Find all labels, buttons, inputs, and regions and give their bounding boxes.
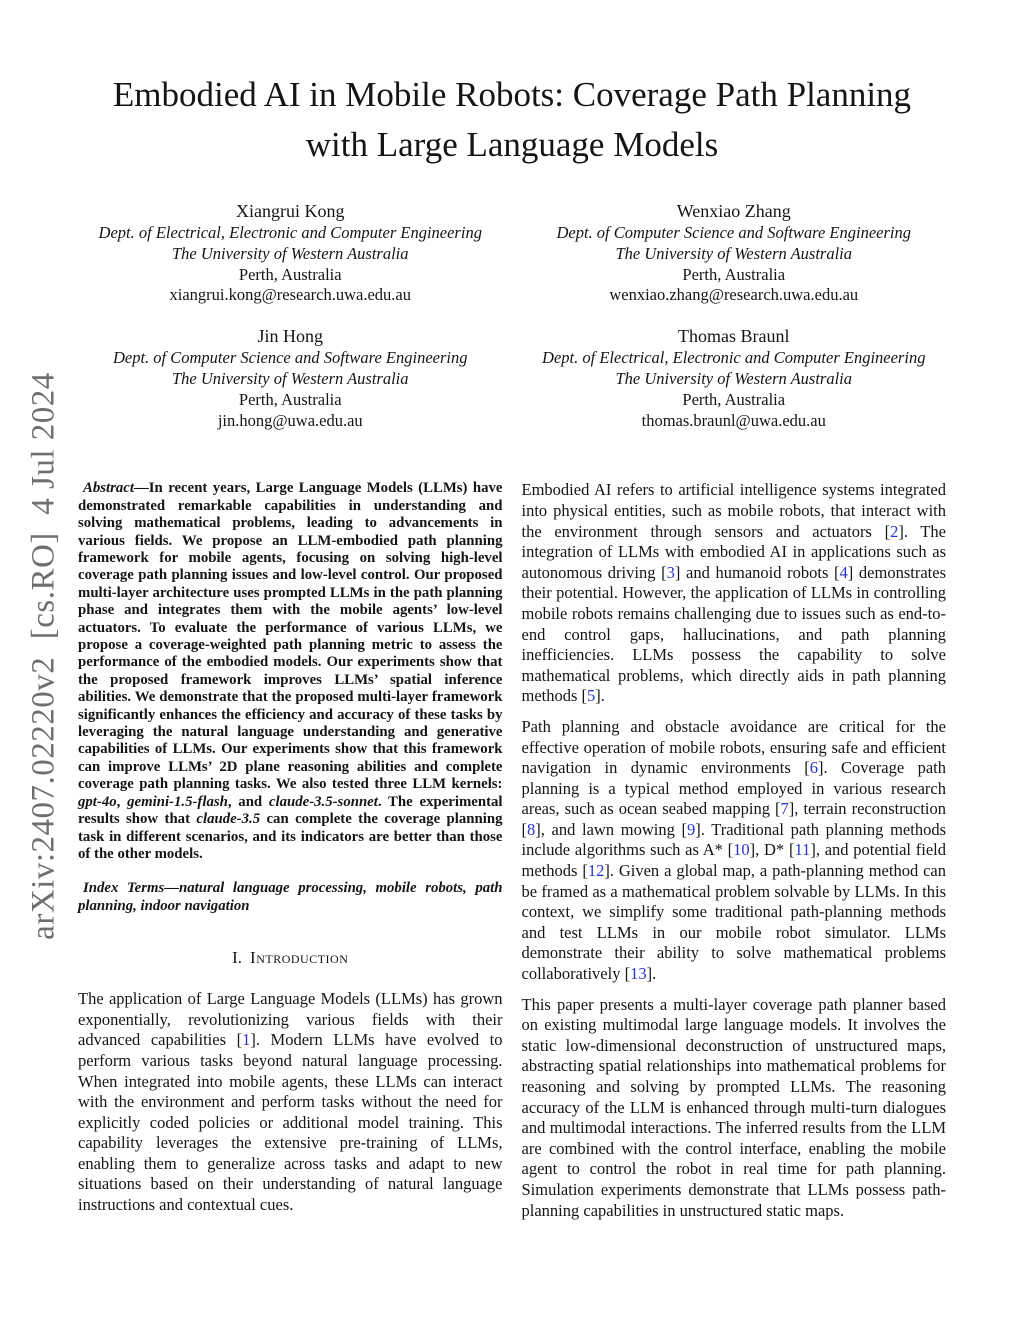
emphasized-text: gemini-1.5-flash	[127, 793, 228, 810]
emphasized-text: claude-3.5	[196, 811, 261, 828]
author-name: Wenxiao Zhang	[676, 201, 791, 221]
author-name: Thomas Braunl	[678, 326, 790, 347]
index-terms	[78, 880, 503, 915]
emphasized-text: claude-3.5-sonnet	[268, 793, 378, 810]
author-department: Dept. of Computer Science and Software Engineering	[556, 223, 912, 242]
author-name: Jin Hong	[257, 326, 323, 347]
index-terms-text: —natural language processing, mobile robots, path planning, indoor navigation	[78, 880, 503, 914]
author-block	[522, 200, 947, 306]
citation-link[interactable]: 11	[794, 840, 811, 860]
authors-grid	[78, 200, 946, 431]
citation-link[interactable]: 2	[890, 521, 899, 541]
paper-title: Embodied AI in Mobile Robots: Coverage Path Planning with Large Language Models	[112, 75, 912, 164]
citation-link[interactable]: 6	[809, 758, 818, 778]
citation-link[interactable]: 3	[666, 562, 675, 582]
author-email: jin.hong@uwa.edu.au	[217, 410, 363, 430]
arxiv-watermark: arXiv:2407.02220v2 [cs.RO] 4 Jul 2024	[25, 372, 62, 940]
intro-paragraph-2: Embodied AI refers to artificial intelligence systems integrated into physical entities, such as mobile robots, that interact with the environment through sensors and actuators [2]. The integration of LLMs with embodied AI in applications such as autonomous driving [3] and humanoid robots [4] demonstrates their potential. However, the application of LLMs in controlling mobile robots remains challenging due to issues such as end-to-end control gaps, hallucinations, and path planning inefficiencies. LLMs possess the capability to solve mathematical problems, which directly aids in path planning methods [5].	[521, 480, 946, 706]
author-city: Perth, Australia	[238, 389, 342, 409]
citation-link[interactable]: 9	[687, 819, 696, 839]
author-email: wenxiao.zhang@research.uwa.edu.au	[609, 285, 859, 305]
citation-link[interactable]: 8	[527, 819, 536, 839]
author-block	[78, 325, 503, 431]
section-number: I.	[232, 948, 243, 968]
author-email: thomas.braunl@uwa.edu.au	[641, 410, 826, 430]
author-city: Perth, Australia	[238, 264, 342, 284]
abstract	[78, 480, 503, 863]
author-city: Perth, Australia	[682, 389, 786, 409]
citation-link[interactable]: 4	[839, 562, 848, 582]
citation-link[interactable]: 7	[780, 799, 789, 819]
author-email: xiangrui.kong@research.uwa.edu.au	[169, 285, 412, 305]
abstract-text: —In recent years, Large Language Models (LLMs) have demonstrated remarkable capabilities in understanding and solving mathematical problems, leading to advancements in various fields. We propose an LLM-embodied path planning framework for mobile agents, focusing on solving high-level coverage path planning issues and low-level control. Our proposed multi-layer architecture uses prompted LLMs in the path planning phase and integrates them with the mobile agents’ low-level actuators. To evaluate the performance of various LLMs, we propose a coverage-weighted path planning metric to assess the performance of the embodied models. Our experiments show that the proposed framework improves LLMs’ spatial inference abilities. We demonstrate that the proposed multi-layer framework significantly enhances the efficiency and accuracy of these tasks by leveraging the natural language understanding and generative capabilities of LLMs. Our experiments show that this framework can improve LLMs’ 2D plane reasoning abilities and complete coverage path planning tasks. We also tested three LLM kernels: gpt-4o, gemini-1.5-flash, and claude-3.5-sonnet. The experimental results show that claude-3.5 can complete the coverage planning task in different scenarios, and its indicators are better than those of the other models.	[78, 480, 503, 862]
section-title: Introduction	[250, 948, 349, 968]
intro-paragraph-4: This paper presents a multi-layer coverage path planner based on existing multimodal large language models. It involves the static low-dimensional deconstruction of unstructured maps, abstracting spatial relationships into mathematical problems for reasoning and solving by prompted LLMs. The reasoning accuracy of the LLM is enhanced through multi-turn dialogues and multimodal interactions. The inferred results from the LLM are combined with the control interface, enabling the mobile agent to control the robot in real time for path planning. Simulation experiments demonstrate that LLMs possess path-planning capabilities in unstructured static maps.	[521, 994, 946, 1220]
author-department: Dept. of Electrical, Electronic and Computer Engineering	[98, 223, 482, 242]
abstract-label: Abstract	[83, 480, 134, 497]
citation-link[interactable]: 13	[630, 964, 647, 984]
section-heading-introduction	[78, 948, 503, 968]
author-name: Xiangrui Kong	[236, 201, 345, 221]
author-university: The University of Western Australia	[172, 368, 409, 388]
index-terms-label: Index Terms	[83, 880, 165, 897]
author-block	[78, 200, 503, 306]
citation-link[interactable]: 1	[242, 1030, 251, 1050]
author-department: Dept. of Electrical, Electronic and Computer Engineering	[542, 348, 926, 368]
citation-link[interactable]: 12	[587, 861, 605, 881]
citation-link[interactable]: 5	[587, 686, 596, 706]
author-university: The University of Western Australia	[615, 243, 852, 263]
two-column-body	[78, 480, 946, 1221]
author-university: The University of Western Australia	[615, 368, 852, 388]
intro-paragraph-1: The application of Large Language Models (LLMs) has grown exponentially, revolutionizing various fields with their advanced capabilities [1]. Modern LLMs have evolved to perform various tasks beyond natural language processing. When integrated into mobile agents, these LLMs can interact with the environment and perform tasks without the need for explicitly coded policies or additional model training. This capability leverages the extensive pre-training of LLMs, enabling them to generalize across tasks and adapt to new situations based on their understanding of natural language instructions and contextual cues.	[78, 989, 503, 1215]
left-column	[78, 480, 503, 1221]
right-column	[522, 480, 947, 1221]
author-block	[522, 325, 947, 431]
intro-paragraph-3: Path planning and obstacle avoidance are critical for the effective operation of mobile robots, ensuring safe and efficient navigation in dynamic environments [6]. Coverage path planning is a typical method employed in various research areas, such as ocean seabed mapping [7], terrain reconstruction [8], and lawn mowing [9]. Traditional path planning methods include algorithms such as A* [10], D* [11], and potential field methods [12]. Given a global map, a path-planning method can be framed as a mathematical problem solvable by LLMs. In this context, we simplify some traditional path-planning methods and test LLMs in our mobile robot simulator. LLMs demonstrate their ability to solve mathematical problems collaboratively [13].	[521, 716, 946, 984]
author-department: Dept. of Computer Science and Software Engineering	[112, 348, 468, 368]
citation-link[interactable]: 10	[733, 840, 750, 860]
emphasized-text: gpt-4o	[78, 793, 117, 810]
author-university: The University of Western Australia	[172, 243, 409, 263]
author-city: Perth, Australia	[682, 264, 786, 284]
